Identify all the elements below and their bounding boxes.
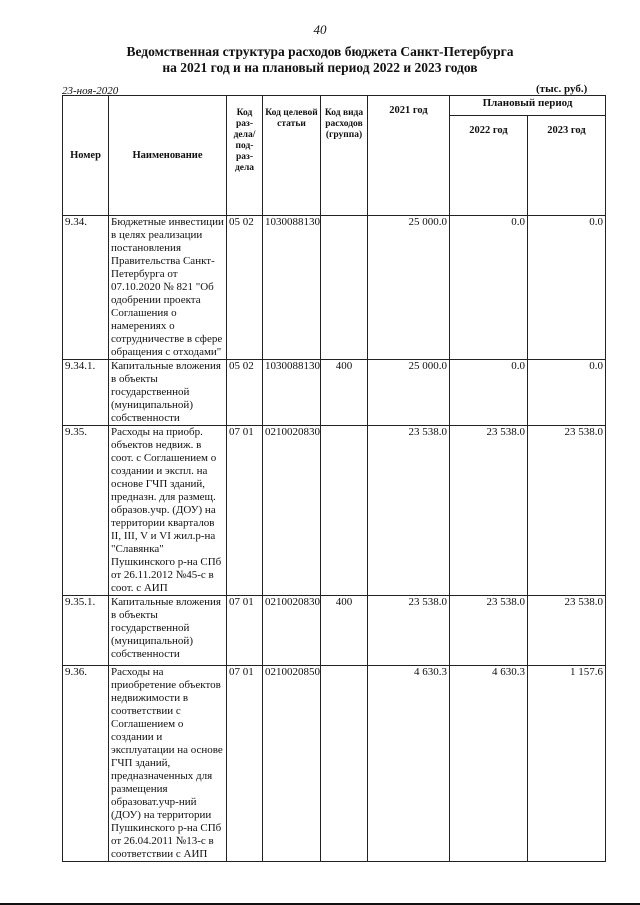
table-row [63, 666, 606, 862]
row-expense-group: 400 [321, 596, 368, 666]
header-target-code: Код целевой статьи [263, 96, 321, 216]
header-year-2023: 2023 год [528, 116, 606, 216]
row-name: Бюджетные инвестиции в целях реализации постановления Правительства Санкт-Петербурга от 07.10.2020 № 821 "Об одобрении проекта Соглашения о намерениях о сотрудничестве в сфере обращения с отходами" [109, 216, 227, 360]
row-target-code: 1030088130 [263, 360, 321, 426]
row-section-code: 05 02 [227, 360, 263, 426]
row-value-2022: 0.0 [450, 360, 528, 426]
row-expense-group [321, 666, 368, 862]
row-section-code: 07 01 [227, 596, 263, 666]
table-row [63, 360, 606, 426]
row-name: Капитальные вложения в объекты государственной (муниципальной) собственности [109, 596, 227, 666]
row-number: 9.34.1. [63, 360, 109, 426]
title-line-1: Ведомственная структура расходов бюджета Санкт-Петербурга [126, 44, 514, 59]
budget-table [62, 95, 606, 862]
row-name: Расходы на приобретение объектов недвижимости в соответствии с Соглашением о создании и эксплуатации на основе ГЧП зданий, предназначенных для размещения образоват.учр-ний (ДОУ) на территории Пушкинского р-на СПб от 26.04.2011 №13-с в соответствии с АИП [109, 666, 227, 862]
header-year-2022: 2022 год [450, 116, 528, 216]
row-target-code: 0210020830 [263, 596, 321, 666]
row-target-code: 0210020850 [263, 666, 321, 862]
row-name: Капитальные вложения в объекты государственной (муниципальной) собственности [109, 360, 227, 426]
row-expense-group: 400 [321, 360, 368, 426]
units-label: (тыс. руб.) [536, 83, 588, 95]
row-section-code: 07 01 [227, 666, 263, 862]
row-number: 9.35.1. [63, 596, 109, 666]
row-value-2022: 23 538.0 [450, 426, 528, 596]
title-line-2: на 2021 год и на плановый период 2022 и 2023 годов [162, 60, 478, 75]
header-name: Наименование [109, 96, 227, 216]
header-section-code: Код раз-дела/ под-раз-дела [227, 96, 263, 216]
row-target-code: 1030088130 [263, 216, 321, 360]
row-value-2021: 23 538.0 [368, 426, 450, 596]
header-year-2021: 2021 год [368, 96, 450, 216]
row-value-2022: 4 630.3 [450, 666, 528, 862]
row-value-2022: 0.0 [450, 216, 528, 360]
row-number: 9.36. [63, 666, 109, 862]
row-value-2021: 4 630.3 [368, 666, 450, 862]
row-expense-group [321, 426, 368, 596]
header-number: Номер [63, 96, 109, 216]
row-expense-group [321, 216, 368, 360]
row-value-2023: 0.0 [528, 216, 606, 360]
row-number: 9.34. [63, 216, 109, 360]
row-value-2023: 0.0 [528, 360, 606, 426]
document-title [0, 44, 640, 76]
row-value-2023: 23 538.0 [528, 596, 606, 666]
row-number: 9.35. [63, 426, 109, 596]
row-value-2021: 23 538.0 [368, 596, 450, 666]
row-name: Расходы на приобр. объектов недвиж. в соот. с Соглашением о создании и экспл. на основе ГЧП зданий, предназн. для размещ. образов.учр. (ДОУ) на территории кварталов II, III, V и VI жил.р-на "Славянка" Пушкинского р-на СПб от 26.11.2012 №45-с в соот. с АИП [109, 426, 227, 596]
row-value-2021: 25 000.0 [368, 216, 450, 360]
row-value-2022: 23 538.0 [450, 596, 528, 666]
document-date: 23-ноя-2020 [62, 85, 119, 97]
header-planned-period: Плановый период [450, 96, 606, 116]
header-expense-group: Код вида расходов (группа) [321, 96, 368, 216]
table-row [63, 426, 606, 596]
table-row [63, 216, 606, 360]
page-number: 40 [313, 22, 327, 37]
row-value-2023: 23 538.0 [528, 426, 606, 596]
row-value-2023: 1 157.6 [528, 666, 606, 862]
table-row [63, 596, 606, 666]
row-section-code: 05 02 [227, 216, 263, 360]
row-section-code: 07 01 [227, 426, 263, 596]
row-value-2021: 25 000.0 [368, 360, 450, 426]
row-target-code: 0210020830 [263, 426, 321, 596]
